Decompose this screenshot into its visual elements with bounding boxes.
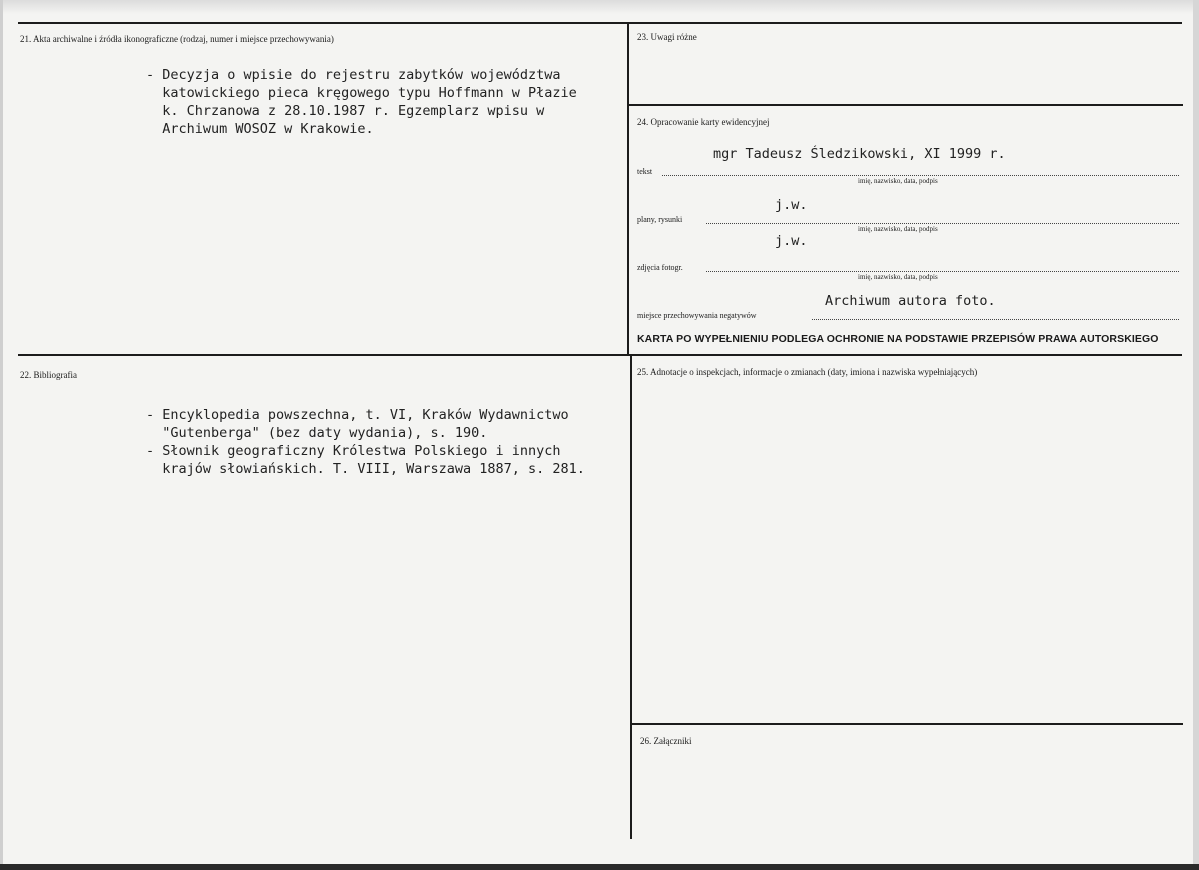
copyright-notice: KARTA PO WYPEŁNIENIU PODLEGA OCHRONIE NA PODSTAWIE PRZEPISÓW PRAWA AUTORSKIEGO	[637, 333, 1159, 345]
scan-edge-right	[1193, 0, 1199, 870]
photos-field-label: zdjęcia fotogr.	[637, 263, 683, 272]
photos-value: j.w.	[775, 233, 808, 249]
section-25-label: 25. Adnotacje o inspekcjach, informacje o zmianach (daty, imiona i nazwiska wypełniających)	[637, 367, 978, 377]
center-divider	[627, 22, 629, 355]
plans-hint: imię, nazwisko, data, podpis	[858, 225, 938, 233]
rule-25-26	[630, 723, 1183, 725]
center-divider-lower	[630, 355, 632, 839]
photos-hint: imię, nazwisko, data, podpis	[858, 273, 938, 281]
negatives-dotted-line	[812, 319, 1179, 320]
plans-value: j.w.	[775, 197, 808, 213]
author-field-label: tekst	[637, 167, 653, 176]
middle-rule	[18, 354, 1182, 356]
author-hint: imię, nazwisko, data, podpis	[858, 177, 938, 185]
negatives-value: Archiwum autora foto.	[825, 293, 996, 309]
photos-dotted-line	[706, 271, 1179, 272]
scan-edge-bottom	[0, 864, 1199, 870]
section-21-content: - Decyzja o wpisie do rejestru zabytków województwa katowickiego pieca kręgowego typu Hoffmann w Płazie k. Chrzanowa z 28.10.1987 r. Egzemplarz wpisu w Archiwum WOSOZ w Krakowie.	[146, 67, 577, 137]
top-rule	[18, 22, 1182, 24]
section-23-label: 23. Uwagi różne	[637, 32, 697, 42]
plans-dotted-line	[706, 223, 1179, 224]
author-dotted-line	[662, 175, 1179, 176]
negatives-field-label: miejsce przechowywania negatywów	[637, 311, 757, 320]
author-value: mgr Tadeusz Śledzikowski, XI 1999 r.	[713, 146, 1006, 162]
section-21-label: 21. Akta archiwalne i źródła ikonograficzne (rodzaj, numer i miejsce przechowywania)	[20, 34, 334, 44]
section-22-content: - Encyklopedia powszechna, t. VI, Kraków Wydawnictwo "Gutenberga" (bez daty wydania), s. 190. - Słownik geograficzny Królestwa Polskiego i innych krajów słowiańskich. T. VIII, Warszawa 1887, s. 281.	[146, 407, 585, 477]
rule-23-24	[627, 104, 1183, 106]
scan-edge-left	[0, 0, 3, 870]
plans-field-label: plany, rysunki	[637, 215, 683, 224]
section-24-label: 24. Opracowanie karty ewidencyjnej	[637, 117, 770, 127]
section-26-label: 26. Załączniki	[640, 736, 692, 746]
section-22-label: 22. Bibliografia	[20, 370, 77, 380]
scan-edge-top	[0, 0, 1199, 14]
